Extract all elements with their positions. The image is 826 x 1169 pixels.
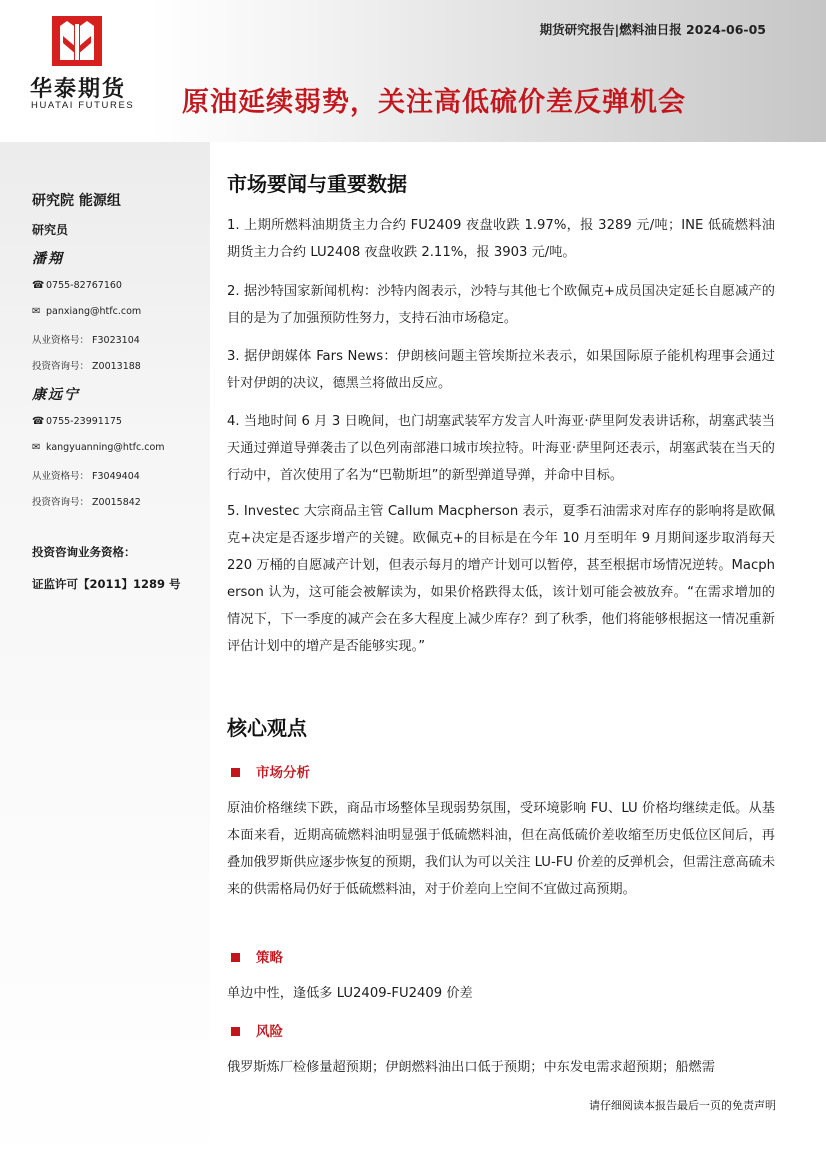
- sidebar: [0, 142, 210, 1169]
- footer-disclaimer: 请仔细阅读本报告最后一页的免责声明: [589, 1099, 776, 1112]
- news-item: 2. 据沙特国家新闻机构：沙特内阁表示，沙特与其他七个欧佩克+成员国决定延长自愿减产的目的是为了加强预防性努力，支持石油市场稳定。: [227, 284, 775, 326]
- risk-text: 俄罗斯炼厂检修量超预期；伊朗燃料油出口低于预期；中东发电需求超预期；船燃需: [227, 1060, 715, 1075]
- subheading-analysis: 市场分析: [227, 761, 310, 781]
- report-tag: 期货研究报告|燃料油日报 2024-06-05: [539, 22, 766, 37]
- subheading-risk: 风险: [227, 1020, 283, 1040]
- analysis-text: 原油价格继续下跌，商品市场整体呈现弱势氛围，受环境影响 FU、LU 价格均继续走低。从基本面来看，近期高硫燃料油明显强于低硫燃料油，但在高低硫价差收缩至历史低位区间后，再叠加俄罗斯供应逐步恢复的预期，我们认为可以关注 LU-FU 价差的反弹机会，但需注意高硫未来的供需格局仍好于低硫燃料油，对于价差向上空间不宜做过高预期。: [227, 801, 776, 897]
- news-item: 1. 上期所燃料油期货主力合约 FU2409 夜盘收跌 1.97%，报 3289 元/吨；INE 低硫燃料油期货主力合约 LU2408 夜盘收跌 2.11%，报 3903 元/吨。: [227, 218, 775, 260]
- mail-icon: ✉: [32, 442, 41, 453]
- news-item: 3. 据伊朗媒体 Fars News：伊朗核问题主管埃斯拉米表示，如果国际原子能机构理事会通过针对伊朗的决议，德黑兰将做出反应。: [227, 349, 775, 391]
- analyst-name: 康远宁: [32, 387, 80, 403]
- analyst-advisor-id: 投资咨询号： Z0015842: [32, 497, 141, 508]
- huatai-logo-icon: [52, 16, 102, 66]
- qualification-label: 投资咨询业务资格：: [32, 545, 136, 559]
- report-title: 原油延续弱势，关注高低硫价差反弹机会: [182, 87, 686, 118]
- report-header: [0, 0, 826, 142]
- analyst-name: 潘翔: [32, 251, 64, 267]
- bullet-square-icon: [231, 953, 240, 962]
- sidebar-dept: 研究院 能源组: [32, 193, 121, 209]
- sidebar-role: 研究员: [32, 223, 69, 237]
- analyst-email: ✉ panxiang@htfc.com: [32, 306, 142, 317]
- strategy-text: 单边中性，逢低多 LU2409-FU2409 价差: [227, 986, 473, 1001]
- analyst-advisor-id: 投资咨询号： Z0013188: [32, 361, 141, 372]
- analyst-phone: ☎ 0755-23991175: [32, 416, 122, 427]
- brand-name-en: HUATAI FUTURES: [31, 100, 135, 111]
- analyst-phone: ☎ 0755-82767160: [32, 280, 122, 291]
- brand-name-cn: 华泰期货: [30, 77, 127, 102]
- phone-icon: ☎: [32, 416, 45, 427]
- analyst-email: ✉ kangyuanning@htfc.com: [32, 442, 165, 453]
- subheading-strategy: 策略: [227, 946, 283, 966]
- section-heading-core: 核心观点: [227, 716, 307, 740]
- analyst-license: 从业资格号： F3023104: [32, 335, 140, 346]
- section-heading-news: 市场要闻与重要数据: [227, 172, 407, 196]
- news-item: 4. 当地时间 6 月 3 日晚间，也门胡塞武装军方发言人叶海亚·萨里阿发表讲话称，胡塞武装当天通过弹道导弹袭击了以色列南部港口城市埃拉特。叶海亚·萨里阿还表示，胡塞武装在当天的行动中，首次使用了名为“巴勒斯坦”的新型弹道导弹，并命中目标。: [227, 414, 775, 483]
- analyst-license: 从业资格号： F3049404: [32, 471, 140, 482]
- phone-icon: ☎: [32, 280, 45, 291]
- mail-icon: ✉: [32, 306, 41, 317]
- qualification-license: 证监许可【2011】1289 号: [32, 577, 181, 591]
- bullet-square-icon: [231, 1027, 240, 1036]
- bullet-square-icon: [231, 768, 240, 777]
- news-item: 5. Investec 大宗商品主管 Callum Macpherson 表示，夏季石油需求对库存的影响将是欧佩克+决定是否逐步增产的关键。欧佩克+的目标是在今年 10 月至明年 9 月期间逐步取消每天 220 万桶的自愿减产计划，但表示每月的增产计划可以暂停，甚至根据市场情况逆转。Macpherson 认为，这可能会被解读为，如果价格跌得太低，该计划可能会被放弃。“在需求增加的情况下，下一季度的减产会在多大程度上减少库存？到了秋季，他们将能够根据这一情况重新评估计划中的增产是否能够实现。”: [227, 504, 775, 654]
